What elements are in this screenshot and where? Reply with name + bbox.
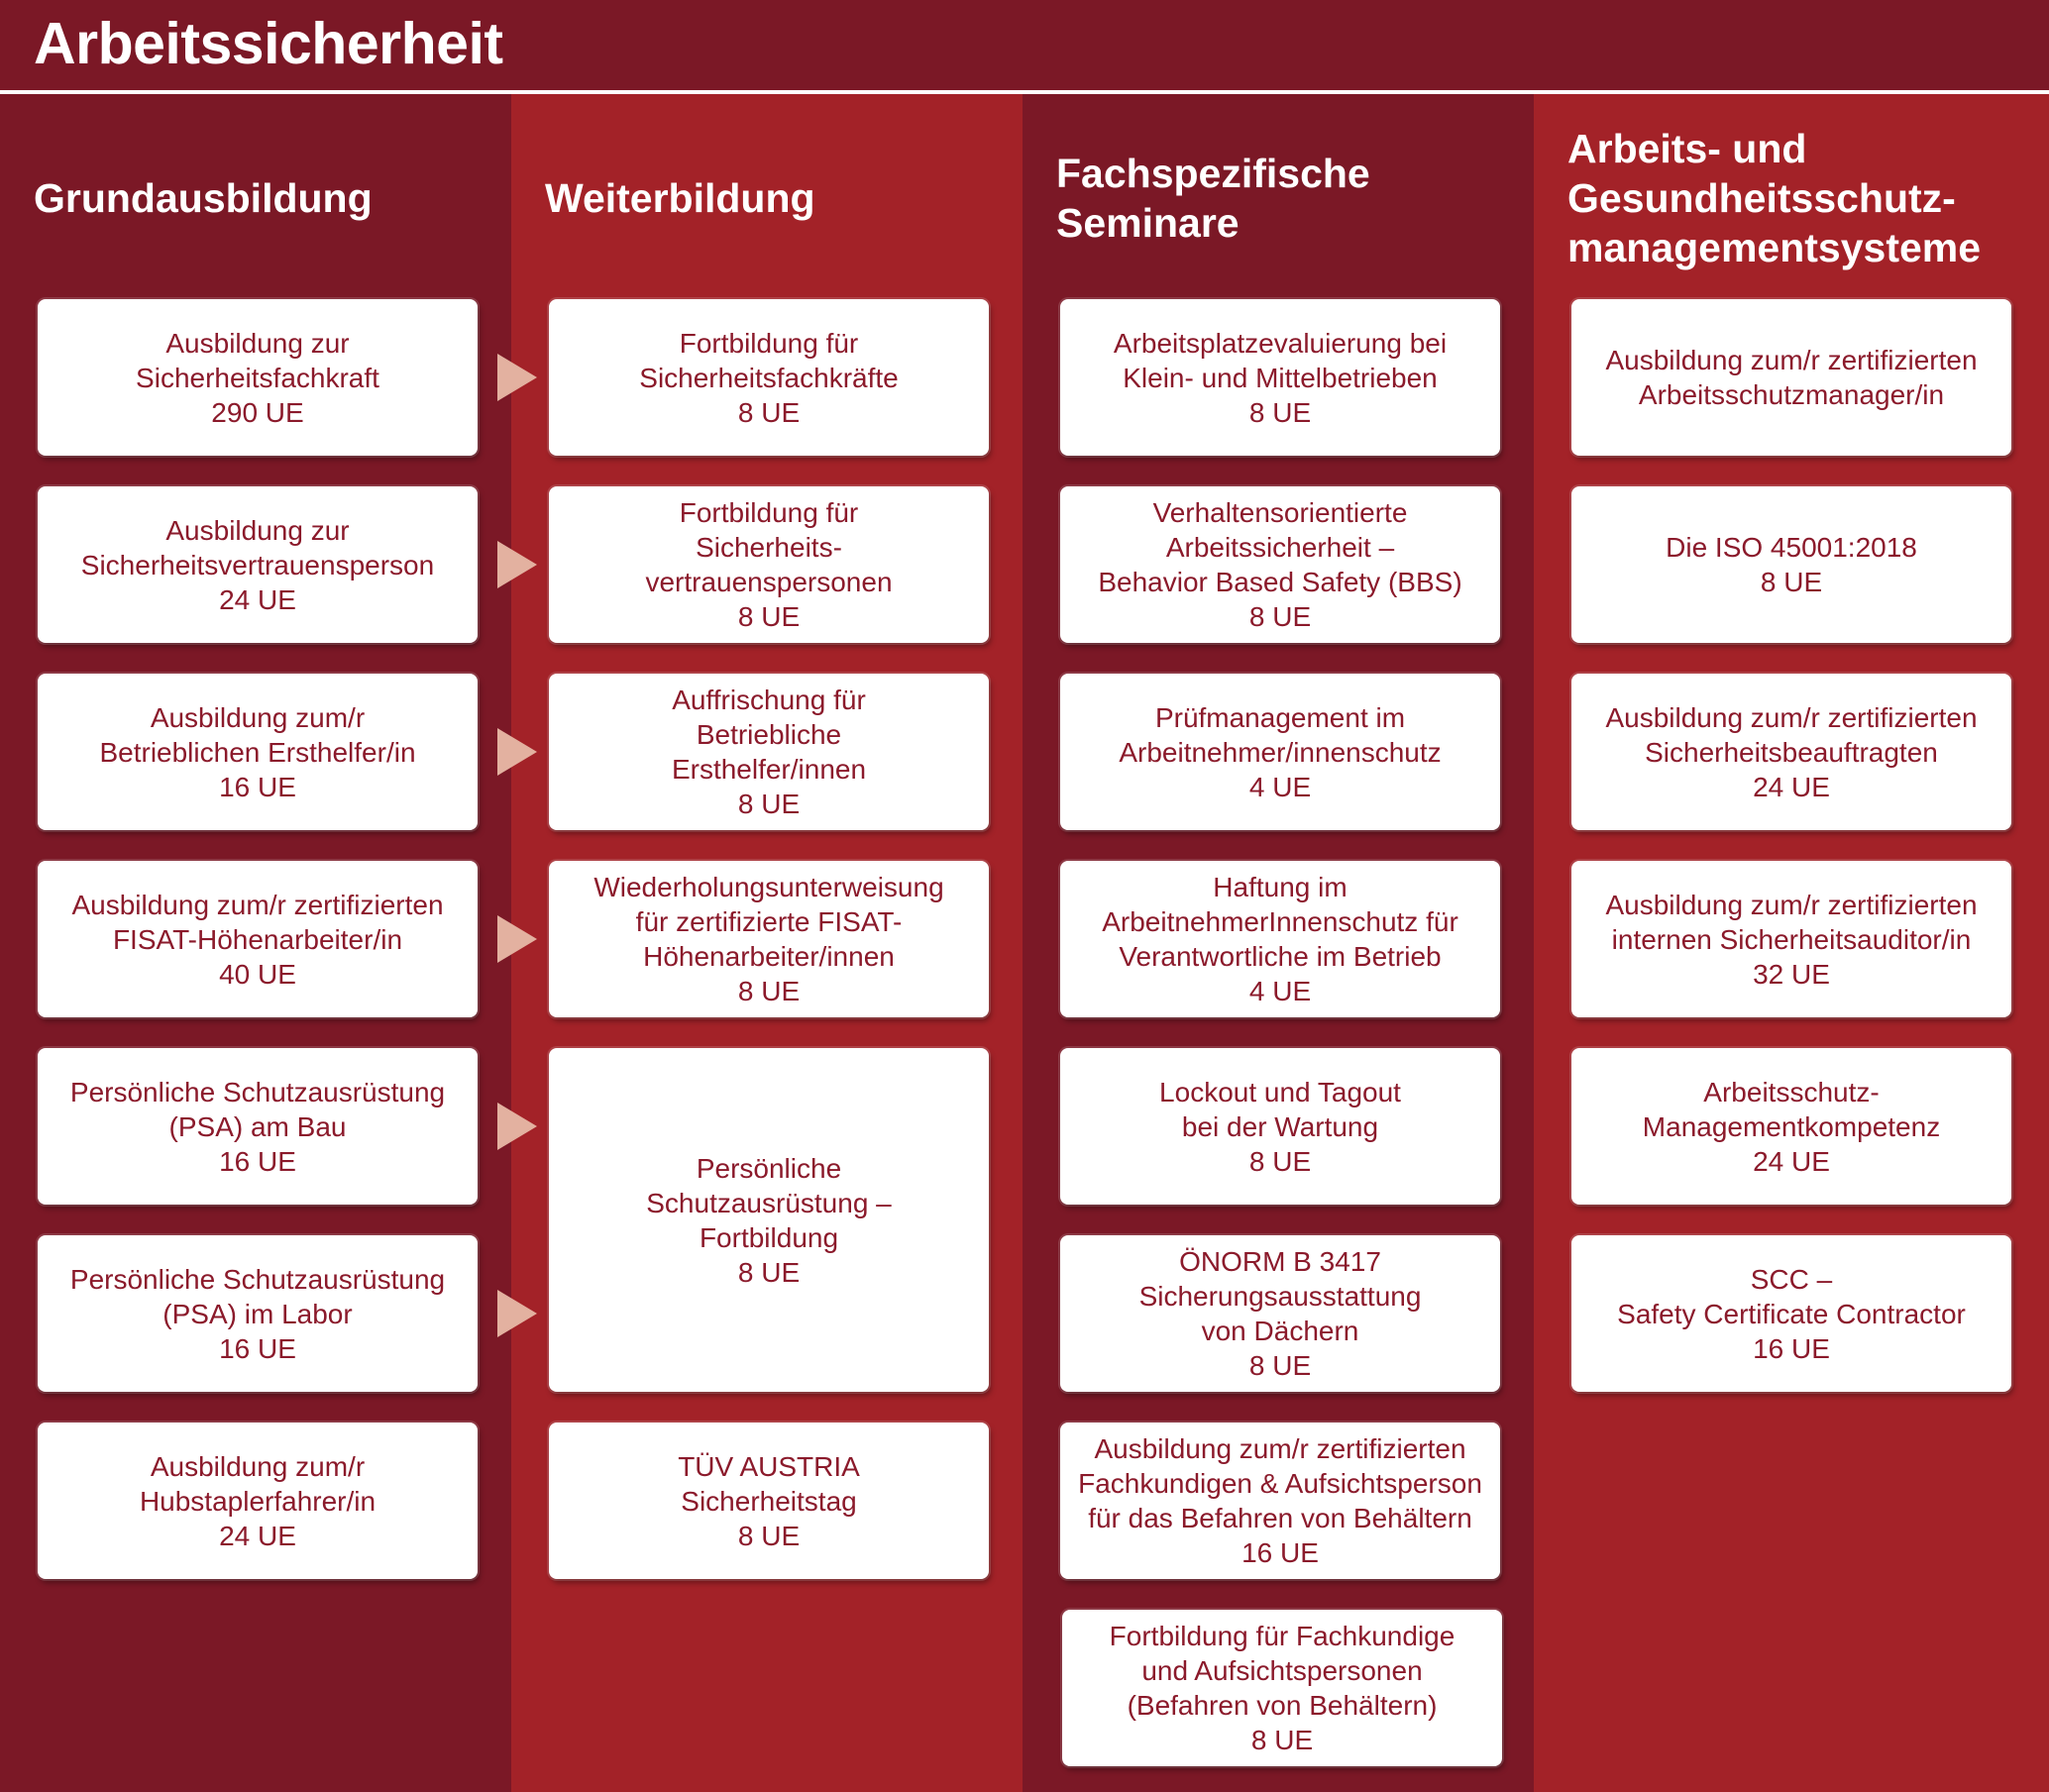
course-units: 8 UE: [1248, 396, 1312, 428]
course-units: 8 UE: [737, 1520, 801, 1551]
course-card[interactable]: [1060, 486, 1500, 643]
course-title: Arbeitsschutz- Managementkompetenz: [1642, 1076, 1941, 1142]
course-card[interactable]: [1060, 861, 1500, 1017]
course-units: 8 UE: [737, 976, 801, 1006]
course-units: 32 UE: [1753, 958, 1830, 990]
course-units: 8 UE: [1248, 601, 1312, 632]
course-card[interactable]: [1060, 299, 1500, 456]
course-units: 4 UE: [1248, 771, 1312, 802]
course-title: Ausbildung zum/r zertifizierten Fachkundigen & Aufsichtsperson für das Befahren von Behältern: [1078, 1433, 1482, 1533]
course-title: SCC – Safety Certificate Contractor: [1617, 1263, 1966, 1329]
course-card[interactable]: [38, 861, 478, 1017]
course-units: 8 UE: [737, 601, 801, 632]
course-title: Auffrischung für Betriebliche Ersthelfer/innen: [671, 685, 867, 785]
course-title: Verhaltensorientierte Arbeitssicherheit – Behavior Based Safety (BBS): [1098, 497, 1462, 597]
course-units: 8 UE: [737, 1256, 801, 1288]
course-units: 8 UE: [1760, 567, 1823, 597]
course-card[interactable]: [1571, 299, 2011, 456]
course-title: Fortbildung für Sicherheitsfachkräfte: [639, 327, 899, 393]
course-units: 8 UE: [1250, 1725, 1314, 1755]
column-heading: Grundausbildung: [34, 175, 373, 221]
course-title: Ausbildung zur Sicherheitsvertrauensperson: [80, 514, 435, 580]
course-title: Ausbildung zur Sicherheitsfachkraft: [136, 327, 379, 393]
course-units: 8 UE: [737, 789, 801, 819]
arrow-right-icon: [497, 354, 537, 401]
course-units: 8 UE: [737, 396, 801, 428]
course-title: Persönliche Schutzausrüstung (PSA) im Labor: [69, 1263, 446, 1329]
course-card[interactable]: [1571, 1235, 2011, 1392]
course-title: Ausbildung zum/r zertifizierten FISAT-Höhenarbeiter/in: [71, 889, 444, 955]
course-units: 16 UE: [219, 771, 296, 802]
course-card[interactable]: [549, 299, 989, 456]
course-card[interactable]: [1060, 1235, 1500, 1392]
course-card[interactable]: [1571, 674, 2011, 830]
course-units: 16 UE: [1241, 1537, 1319, 1568]
header-bar: [0, 0, 2049, 91]
course-title: ÖNORM B 3417 Sicherungsausstattung von Dächern: [1138, 1246, 1422, 1346]
course-title: Haftung im ArbeitnehmerInnenschutz für Verantwortliche im Betrieb: [1102, 872, 1458, 972]
course-units: 40 UE: [219, 958, 296, 990]
course-card[interactable]: [38, 486, 478, 643]
course-card[interactable]: [549, 486, 989, 643]
course-card[interactable]: [549, 1423, 989, 1579]
arrow-right-icon: [497, 1103, 537, 1150]
page-title: Arbeitssicherheit: [34, 11, 503, 76]
course-title: Ausbildung zum/r Betrieblichen Ersthelfer/in: [99, 701, 416, 768]
course-card[interactable]: [1571, 486, 2011, 643]
course-units: 24 UE: [219, 583, 296, 615]
course-card[interactable]: [38, 299, 478, 456]
column-heading: Fachspezifische Seminare: [1056, 151, 1370, 246]
course-title: Prüfmanagement im Arbeitnehmer/innenschutz: [1119, 701, 1442, 768]
course-units: 24 UE: [219, 1520, 296, 1551]
course-units: 24 UE: [1753, 1145, 1830, 1177]
course-card[interactable]: [1571, 861, 2011, 1017]
column-heading: Arbeits- und Gesundheitsschutz- managementsysteme: [1567, 126, 1982, 270]
course-card[interactable]: [38, 674, 478, 830]
course-card[interactable]: [38, 1423, 478, 1579]
course-units: 24 UE: [1753, 771, 1830, 802]
course-card[interactable]: [1060, 674, 1500, 830]
course-card[interactable]: [549, 861, 989, 1017]
course-units: 8 UE: [1248, 1145, 1312, 1177]
course-title: Ausbildung zum/r zertifizierten Arbeitsschutzmanager/in: [1605, 345, 1978, 410]
course-title: Ausbildung zum/r zertifizierten Sicherheitsbeauftragten: [1605, 701, 1978, 768]
course-units: 4 UE: [1248, 976, 1312, 1006]
course-card[interactable]: [1571, 1048, 2011, 1205]
arrow-right-icon: [497, 728, 537, 776]
arrow-right-icon: [497, 915, 537, 963]
course-card[interactable]: [549, 674, 989, 830]
course-card[interactable]: [38, 1235, 478, 1392]
course-card[interactable]: [1062, 1610, 1502, 1766]
course-title: Ausbildung zum/r zertifizierten internen Sicherheitsauditor/in: [1605, 889, 1978, 955]
arrow-right-icon: [497, 541, 537, 588]
course-units: 16 UE: [219, 1145, 296, 1177]
course-title: Wiederholungsunterweisung für zertifizierte FISAT- Höhenarbeiter/innen: [593, 872, 944, 972]
course-title: Fortbildung für Sicherheits- vertrauenspersonen: [645, 497, 893, 597]
course-title: Lockout und Tagout bei der Wartung: [1159, 1076, 1401, 1142]
course-card[interactable]: [1060, 1423, 1500, 1579]
course-title: Fortbildung für Fachkundige und Aufsichtspersonen (Befahren von Behältern): [1109, 1621, 1456, 1721]
course-units: 16 UE: [219, 1332, 296, 1364]
course-title: Die ISO 45001:2018: [1666, 532, 1917, 563]
course-card[interactable]: [38, 1048, 478, 1205]
arrow-right-icon: [497, 1290, 537, 1337]
course-units: 290 UE: [211, 396, 304, 428]
course-units: 16 UE: [1753, 1332, 1830, 1364]
course-card[interactable]: [549, 1048, 989, 1392]
course-units: 8 UE: [1248, 1350, 1312, 1381]
course-card[interactable]: [1060, 1048, 1500, 1205]
course-title: Ausbildung zum/r Hubstaplerfahrer/in: [139, 1450, 377, 1517]
course-title: Persönliche Schutzausrüstung (PSA) am Bau: [69, 1076, 446, 1142]
course-title: Arbeitsplatzevaluierung bei Klein- und Mittelbetrieben: [1113, 327, 1448, 393]
course-title: Persönliche Schutzausrüstung – Fortbildung: [646, 1152, 892, 1253]
column-heading: Weiterbildung: [545, 175, 815, 221]
course-title: TÜV AUSTRIA Sicherheitstag: [678, 1450, 860, 1517]
